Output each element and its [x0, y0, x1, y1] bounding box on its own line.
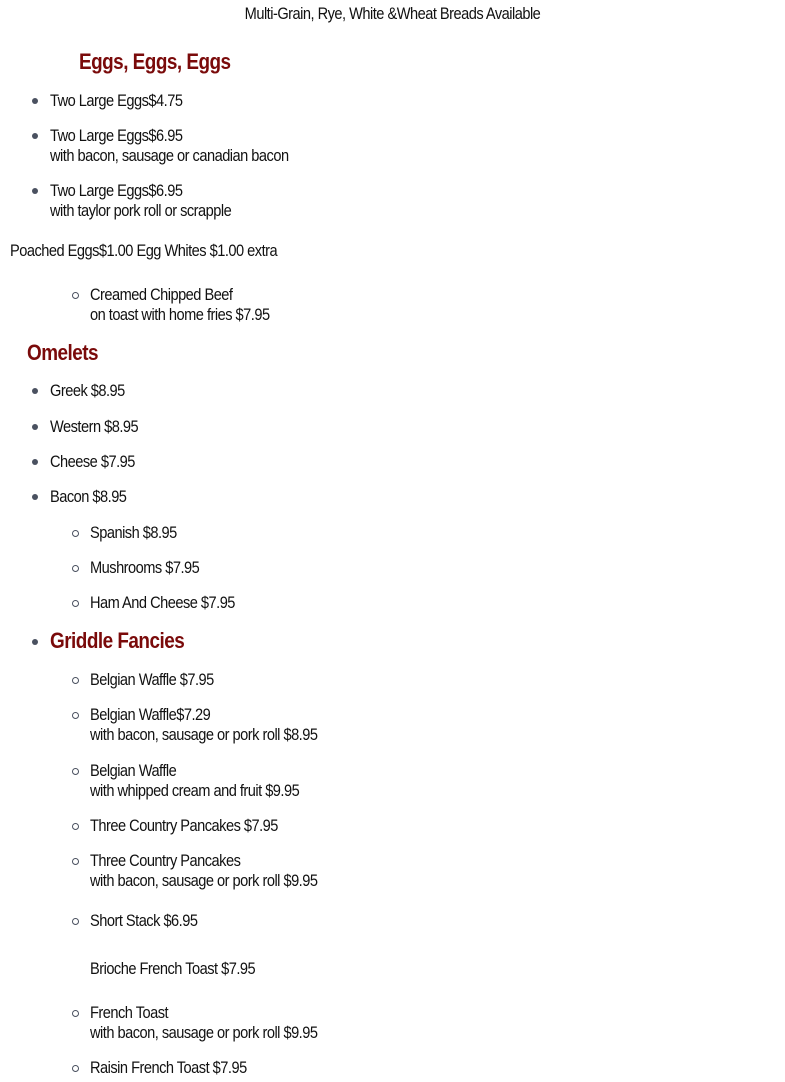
bullet-circle-icon: [72, 823, 79, 830]
bullet-circle-icon: [72, 292, 79, 299]
griddle-item-detail: with whipped cream and fruit $9.95: [90, 781, 300, 800]
eggs-extras-note: Poached Eggs$1.00 Egg Whites $1.00 extra: [10, 241, 278, 260]
bullet-circle-icon: [72, 1010, 79, 1017]
griddle-item: Belgian Waffle $7.95: [90, 670, 214, 689]
bullet-disc-icon: [32, 133, 38, 139]
bullet-disc-icon: [32, 494, 38, 500]
breads-note: Multi-Grain, Rye, White &Wheat Breads Available: [244, 4, 541, 23]
eggs-item-3-detail: with taylor pork roll or scrapple: [50, 201, 232, 220]
griddle-item-detail: with bacon, sausage or pork roll $8.95: [90, 725, 318, 744]
omelet-sub-item: Spanish $8.95: [90, 523, 177, 542]
griddle-heading: Griddle Fancies: [50, 628, 185, 653]
bullet-circle-icon: [72, 677, 79, 684]
eggs-item-2: Two Large Eggs$6.95: [50, 126, 183, 145]
griddle-item: Raisin French Toast $7.95: [90, 1058, 247, 1077]
eggs-item-3: Two Large Eggs$6.95: [50, 181, 183, 200]
bullet-disc-icon: [32, 639, 38, 645]
bullet-circle-icon: [72, 858, 79, 865]
bullet-circle-icon: [72, 565, 79, 572]
creamed-chipped-beef-detail: on toast with home fries $7.95: [90, 305, 270, 324]
griddle-item: French Toast: [90, 1003, 169, 1022]
omelet-item: Greek $8.95: [50, 381, 125, 400]
omelet-item: Western $8.95: [50, 417, 139, 436]
bullet-circle-icon: [72, 530, 79, 537]
omelet-item: Cheese $7.95: [50, 452, 135, 471]
griddle-item: Three Country Pancakes $7.95: [90, 816, 278, 835]
griddle-item: Brioche French Toast $7.95: [90, 959, 256, 978]
eggs-heading: Eggs, Eggs, Eggs: [79, 49, 231, 74]
bullet-circle-icon: [72, 768, 79, 775]
griddle-item: Short Stack $6.95: [90, 911, 198, 930]
bullet-circle-icon: [72, 1065, 79, 1072]
griddle-item-detail: with bacon, sausage or pork roll $9.95: [90, 1023, 318, 1042]
griddle-item: Belgian Waffle$7.29: [90, 705, 211, 724]
eggs-item-1: Two Large Eggs$4.75: [50, 91, 183, 110]
omelets-heading: Omelets: [27, 340, 99, 365]
omelet-sub-item: Mushrooms $7.95: [90, 558, 200, 577]
griddle-item-detail: with bacon, sausage or pork roll $9.95: [90, 871, 318, 890]
omelet-sub-item: Ham And Cheese $7.95: [90, 593, 235, 612]
griddle-item: Belgian Waffle: [90, 761, 177, 780]
bullet-disc-icon: [32, 98, 38, 104]
bullet-circle-icon: [72, 712, 79, 719]
bullet-circle-icon: [72, 600, 79, 607]
bullet-disc-icon: [32, 424, 38, 430]
omelet-item: Bacon $8.95: [50, 487, 127, 506]
creamed-chipped-beef: Creamed Chipped Beef: [90, 285, 233, 304]
griddle-item: Three Country Pancakes: [90, 851, 241, 870]
eggs-item-2-detail: with bacon, sausage or canadian bacon: [50, 146, 289, 165]
bullet-disc-icon: [32, 188, 38, 194]
bullet-disc-icon: [32, 388, 38, 394]
bullet-disc-icon: [32, 459, 38, 465]
bullet-circle-icon: [72, 918, 79, 925]
